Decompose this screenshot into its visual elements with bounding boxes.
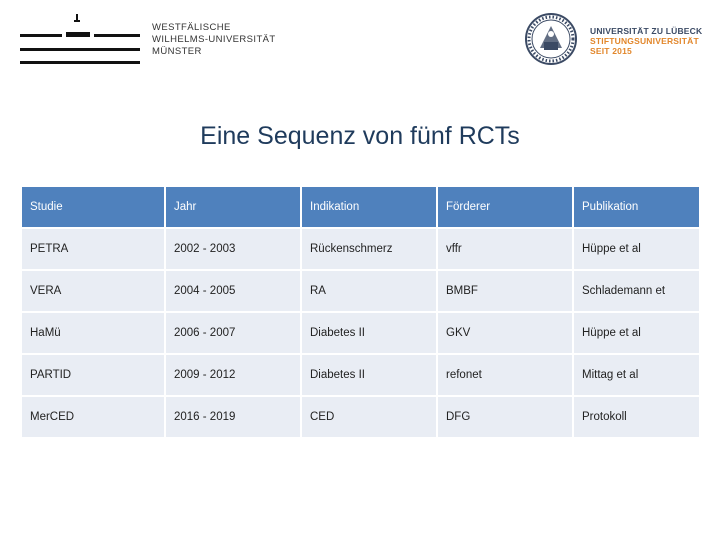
cell-indikation: RA xyxy=(302,271,438,313)
header-indikation: Indikation xyxy=(302,187,438,229)
cell-studie: PARTID xyxy=(22,355,166,397)
cell-indikation: CED xyxy=(302,397,438,439)
cell-publikation: Hüppe et al xyxy=(574,313,699,355)
luebeck-logo-text xyxy=(590,26,702,56)
cell-studie: PETRA xyxy=(22,229,166,271)
cell-foerderer: GKV xyxy=(438,313,574,355)
luebeck-line-2: STIFTUNGSUNIVERSITÄT xyxy=(590,36,699,46)
table-row xyxy=(22,229,699,271)
cell-jahr: 2016 - 2019 xyxy=(166,397,302,439)
slide-title: Eine Sequenz von fünf RCTs xyxy=(200,122,520,150)
rct-table xyxy=(22,187,699,439)
cell-indikation: Rückenschmerz xyxy=(302,229,438,271)
luebeck-line-1: UNIVERSITÄT ZU LÜBECK xyxy=(590,26,703,36)
cell-jahr: 2002 - 2003 xyxy=(166,229,302,271)
header-studie: Studie xyxy=(22,187,166,229)
table-row xyxy=(22,271,699,313)
cell-studie: HaMü xyxy=(22,313,166,355)
cell-publikation: Protokoll xyxy=(574,397,699,439)
header-jahr: Jahr xyxy=(166,187,302,229)
wwu-line-1: WESTFÄLISCHE xyxy=(152,22,231,33)
cell-studie: VERA xyxy=(22,271,166,313)
cell-foerderer: refonet xyxy=(438,355,574,397)
cell-jahr: 2009 - 2012 xyxy=(166,355,302,397)
cell-publikation: Schlademann et xyxy=(574,271,699,313)
table-header-row xyxy=(22,187,699,229)
cell-foerderer: DFG xyxy=(438,397,574,439)
luebeck-seal-icon xyxy=(524,12,578,66)
cell-studie: MerCED xyxy=(22,397,166,439)
cell-jahr: 2006 - 2007 xyxy=(166,313,302,355)
wwu-line-3: MÜNSTER xyxy=(152,46,202,57)
cell-jahr: 2004 - 2005 xyxy=(166,271,302,313)
cell-publikation: Mittag et al xyxy=(574,355,699,397)
table-row xyxy=(22,397,699,439)
table-row xyxy=(22,313,699,355)
header-foerderer: Förderer xyxy=(438,187,574,229)
cell-indikation: Diabetes II xyxy=(302,313,438,355)
wwu-logo-text xyxy=(152,22,276,58)
wwu-line-2: WILHELMS-UNIVERSITÄT xyxy=(152,34,276,45)
table-row xyxy=(22,355,699,397)
wwu-logo-mark xyxy=(20,14,140,64)
luebeck-line-3: SEIT 2015 xyxy=(590,46,632,56)
cell-publikation: Hüppe et al xyxy=(574,229,699,271)
cell-foerderer: BMBF xyxy=(438,271,574,313)
cell-foerderer: vffr xyxy=(438,229,574,271)
header-publikation: Publikation xyxy=(574,187,699,229)
cell-indikation: Diabetes II xyxy=(302,355,438,397)
